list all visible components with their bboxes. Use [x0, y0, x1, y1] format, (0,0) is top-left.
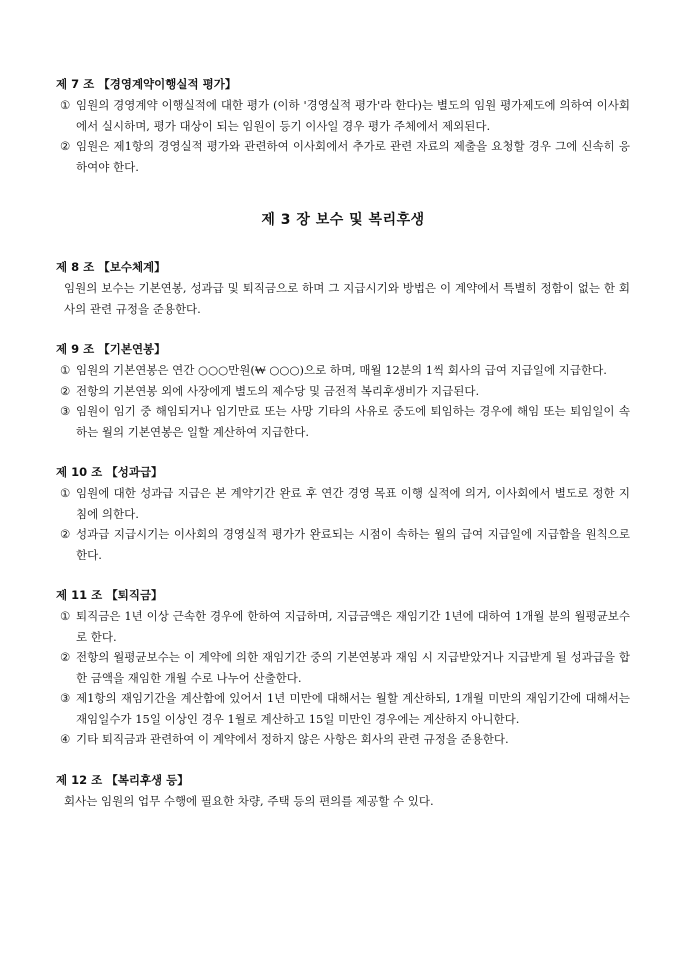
article-title: 제 8 조 【보수체계】 — [56, 260, 166, 274]
paragraph-text: 전항의 기본연봉 외에 사장에게 별도의 제수당 및 금전적 복리후생비가 지급된다. — [76, 383, 480, 398]
paragraph-text: 퇴직금은 1년 이상 근속한 경우에 한하여 지급하며, 지급금액은 재임기간 1년에 대하여 1개월 분의 월평균보수로 한다. — [76, 609, 630, 644]
paragraph — [56, 95, 630, 136]
paragraph-number: ② — [60, 383, 71, 398]
paragraph — [56, 381, 630, 402]
paragraph — [56, 729, 630, 750]
paragraph-text: 기타 퇴직금과 관련하여 이 계약에서 정하지 않은 사항은 회사의 관련 규정을 준용한다. — [76, 732, 509, 746]
paragraph-text: 성과급 지급시기는 이사회의 경영실적 평가가 완료되는 시점이 속하는 월의 급여 지급일에 지급함을 원칙으로 한다. — [76, 527, 630, 562]
paragraph-text: 임원이 임기 중 해임되거나 임기만료 또는 사망 기타의 사유로 중도에 퇴임하는 경우에 해임 또는 퇴임일이 속하는 월의 기본연봉은 일할 계산하여 지급한다. — [76, 404, 630, 439]
paragraph-number: ③ — [60, 691, 71, 705]
paragraph-text: 임원은 제1항의 경영실적 평가와 관련하여 이사회에서 추가로 관련 자료의 제출을 요청할 경우 그에 신속히 응하여야 한다. — [76, 139, 630, 174]
article-12 — [56, 772, 630, 812]
article-10 — [56, 464, 630, 565]
paragraph — [56, 688, 630, 729]
article-title: 제 11 조 【퇴직금】 — [56, 588, 163, 602]
paragraph-number: ① — [60, 609, 71, 623]
article-8 — [56, 259, 630, 319]
paragraph — [56, 136, 630, 177]
paragraph-number: ① — [60, 363, 71, 377]
paragraph-number: ④ — [60, 732, 71, 746]
paragraph-number: ② — [60, 139, 71, 153]
article-title: 제 9 조 【기본연봉】 — [56, 342, 166, 356]
paragraph — [56, 360, 630, 381]
paragraph-number: ② — [60, 527, 71, 541]
paragraph — [56, 606, 630, 647]
paragraph-number: ③ — [60, 404, 71, 418]
article-7 — [56, 76, 630, 177]
paragraph — [56, 401, 630, 442]
paragraph-text: 임원에 대한 성과급 지급은 본 계약기간 완료 후 연간 경영 목표 이행 실적에 의거, 이사회에서 별도로 정한 지침에 의한다. — [76, 486, 630, 521]
paragraph-text: 임원의 경영계약 이행실적에 대한 평가 (이하 '경영실적 평가'라 한다)는 별도의 임원 평가제도에 의하여 이사회에서 실시하며, 평가 대상이 되는 임원이 등기 이사일 경우 평가 주체에서 제외된다. — [76, 98, 630, 133]
paragraph-number: ① — [60, 98, 71, 112]
article-11 — [56, 587, 630, 750]
paragraph — [56, 483, 630, 524]
chapter-heading: 제 3 장 보수 및 복리후생 — [261, 212, 425, 228]
paragraph-number: ① — [60, 486, 71, 500]
paragraph-text: 임원의 보수는 기본연봉, 성과급 및 퇴직금으로 하며 그 지급시기와 방법은 이 계약에서 특별히 정함이 없는 한 회사의 관련 규정을 준용한다. — [64, 281, 630, 316]
paragraph-text: 제1항의 재임기간을 계산함에 있어서 1년 미만에 대해서는 월할 계산하되, 1개월 미만의 재임기간에 대해서는 재임일수가 15일 이상인 경우 1월로 계산하고 15일 미만인 경우에는 계산하지 아니한다. — [76, 691, 630, 726]
paragraph-text: 전항의 월평균보수는 이 계약에 의한 재임기간 중의 기본연봉과 재임 시 지급받았거나 지급받게 될 성과급을 합한 금액을 재임한 개월 수로 나누어 산출한다. — [76, 650, 630, 685]
article-title: 제 12 조 【복리후생 등】 — [56, 772, 189, 787]
paragraph — [56, 524, 630, 565]
paragraph-text: 임원의 기본연봉은 연간 ○○○만원(₩ ○○○)으로 하며, 매월 12분의 1씩 회사의 급여 지급일에 지급한다. — [76, 363, 607, 377]
paragraph — [56, 647, 630, 688]
paragraph-number: ② — [60, 650, 71, 664]
article-9 — [56, 341, 630, 442]
article-title: 제 10 조 【성과급】 — [56, 465, 163, 479]
paragraph-text: 회사는 임원의 업무 수행에 필요한 차량, 주택 등의 편의를 제공할 수 있다. — [64, 793, 434, 808]
document-page — [56, 76, 630, 833]
article-title: 제 7 조 【경영계약이행실적 평가】 — [56, 77, 237, 91]
